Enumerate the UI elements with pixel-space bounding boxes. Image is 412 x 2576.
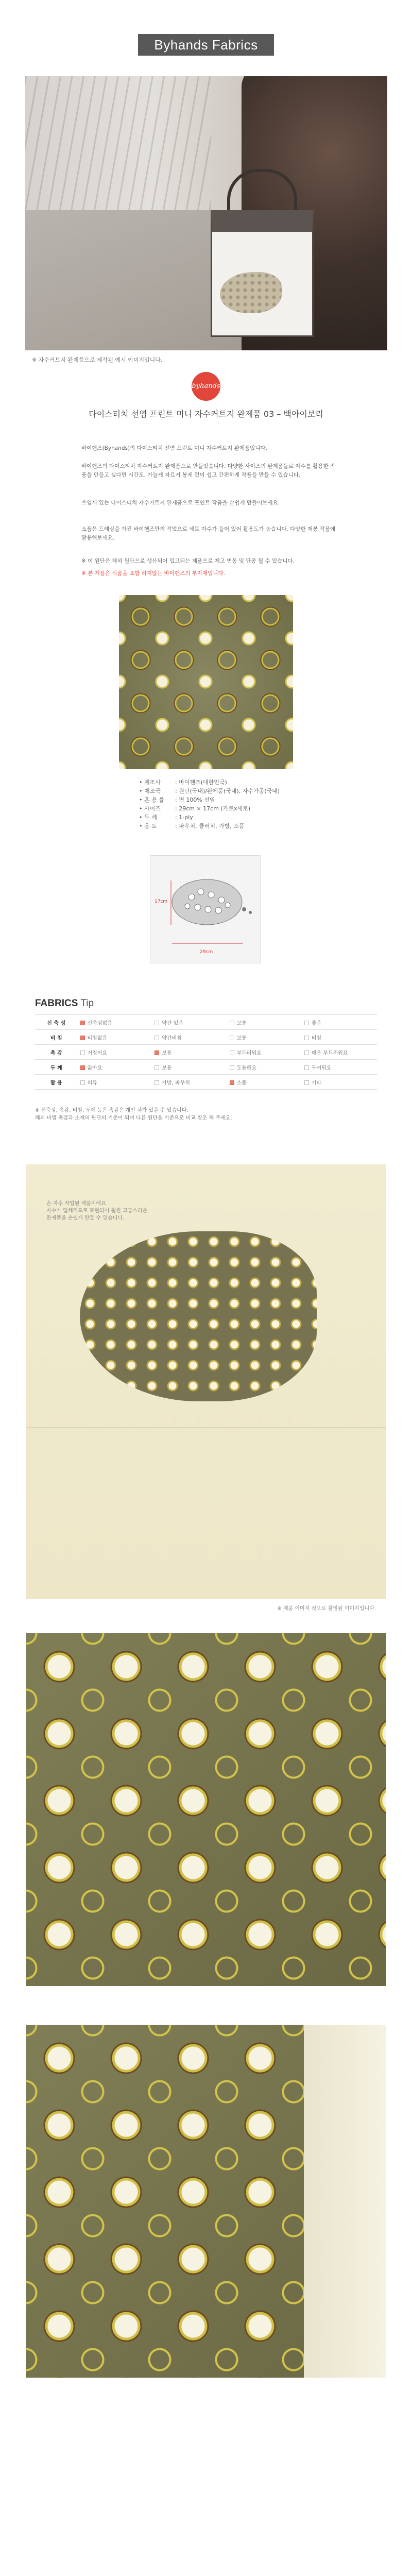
- tip-option-label: 매우 부드러워요: [311, 1050, 348, 1056]
- tip-row-label: 신 축 성: [35, 1015, 78, 1030]
- tip-option-label: 의류: [87, 1080, 97, 1086]
- fabrics-tip-title: [35, 998, 94, 1009]
- header: [0, 0, 412, 67]
- tip-row-sheer: [35, 1030, 377, 1045]
- spec-list: [139, 778, 355, 831]
- checkbox-icon: [154, 1080, 159, 1085]
- tip-row-label: 활 용: [35, 1075, 78, 1090]
- byhands-logo: byhands: [192, 372, 220, 401]
- tip-row-label: 두 께: [35, 1060, 78, 1075]
- brand-name-part2: Fabrics: [208, 37, 258, 53]
- checkbox-icon: [154, 1021, 159, 1025]
- size-diagram-drawing: [150, 856, 261, 964]
- tip-option: [152, 1030, 227, 1045]
- spec-value: : 면 100% 선염: [175, 796, 215, 803]
- tip-option: [228, 1060, 302, 1075]
- tip-option-label: 비침: [311, 1035, 322, 1041]
- fabrics-tip-title-bold: FABRICS: [35, 998, 78, 1009]
- tip-option: [228, 1030, 302, 1045]
- tip-option-label: 약간 있음: [162, 1020, 184, 1026]
- fabrics-tip-title-thin: Tip: [78, 998, 94, 1009]
- hero-caption: ※ 자수커트지 완제품으로 제작된 예시 이미지입니다.: [32, 357, 163, 363]
- tip-option: [152, 1045, 227, 1060]
- product-photo-note: 손 자수 작업된 제품이에요. 자수가 입체적으로 표현되어 훨씬 고급스러운 완제품을 손쉽게 만들 수 있습니다.: [46, 1201, 148, 1221]
- tip-option: [78, 1015, 152, 1030]
- checkbox-icon: [230, 1036, 234, 1040]
- tip-option-label: 얇아요: [87, 1065, 102, 1071]
- spec-key: • 혼 용 률: [139, 796, 164, 803]
- checkbox-icon: [154, 1050, 159, 1055]
- fabrics-tip-table: [35, 1014, 377, 1090]
- spec-key: • 사이즈: [139, 805, 161, 812]
- tip-row-texture: [35, 1045, 377, 1060]
- spec-value: : 원단(국내)/완제품(국내), 자수가공(국내): [175, 788, 280, 794]
- spec-value: : 1-ply: [175, 814, 193, 821]
- tip-option: [78, 1060, 152, 1075]
- tip-option: [302, 1030, 377, 1045]
- tip-option: [228, 1015, 302, 1030]
- checkbox-icon: [80, 1021, 85, 1025]
- tip-note: 해외 비법 촉감과 소재의 판단의 기준이 되며 다른 원단을 기준으로 비교 참조 해 주세요.: [35, 1115, 232, 1121]
- tip-row-thickness: [35, 1060, 377, 1075]
- tip-option: [152, 1075, 227, 1090]
- tip-option-label: 보통: [236, 1035, 247, 1041]
- hero-image: [25, 76, 387, 350]
- tip-option: [228, 1075, 302, 1090]
- tip-option-label: 보통: [162, 1065, 172, 1071]
- tip-option-label: 보통: [236, 1020, 247, 1026]
- checkbox-icon: [80, 1065, 85, 1070]
- tip-row-label: 촉 감: [35, 1045, 78, 1060]
- tip-option-label: 약간비침: [162, 1035, 182, 1041]
- tip-row-label: 비 침: [35, 1030, 78, 1045]
- tip-option: [302, 1075, 377, 1090]
- embroidery-closeup-photo-2: [26, 2025, 386, 2378]
- spec-key: • 제조사: [139, 779, 161, 786]
- checkbox-icon: [80, 1036, 85, 1040]
- brand-logo-box: [138, 34, 274, 56]
- brand-name-part1: Byhands: [154, 37, 209, 53]
- tip-option: [152, 1015, 227, 1030]
- checkbox-icon: [304, 1065, 309, 1070]
- spec-key: • 두 께: [139, 814, 157, 821]
- tip-option: [302, 1015, 377, 1030]
- tip-option-label: 두꺼워요: [311, 1065, 332, 1071]
- tip-option: [78, 1075, 152, 1090]
- spec-value: : 바이핸즈(대한민국): [175, 779, 227, 786]
- tip-option: [302, 1045, 377, 1060]
- checkbox-icon: [154, 1065, 159, 1070]
- tip-option: [302, 1060, 377, 1075]
- product-title: 다이스티치 선염 프린트 미니 자수커트지 완제품 03 – 백아이보리: [89, 409, 323, 419]
- checkbox-icon: [304, 1080, 309, 1085]
- tip-option-label: 신축성없음: [87, 1020, 112, 1026]
- checkbox-icon: [304, 1021, 309, 1025]
- product-photo-caption: ※ 제품 이미지 컷으로 촬영된 이미지입니다.: [277, 1606, 376, 1612]
- product-warning: ※ 본 제품은 식품을 포함 하지않는 바이핸즈의 부자재입니다.: [81, 570, 225, 577]
- product-paragraph-3: 쓰임새 있는 다이스티치 자수커트지 완제품으로 포인트 작품을 손쉽게 만들어보세요.: [81, 500, 280, 506]
- spec-key: • 제조국: [139, 788, 161, 794]
- size-diagram: [150, 855, 261, 963]
- dimension-width-label: 29cm: [200, 950, 213, 955]
- spec-value: : 29cm × 17cm (가로x세로): [175, 805, 251, 812]
- tip-row-usage: [35, 1075, 377, 1090]
- tip-option: [228, 1045, 302, 1060]
- tip-note: ※ 신축성, 촉감, 비침, 두께 등은 촉감은 개인 차가 있을 수 있습니다.: [35, 1108, 188, 1113]
- tip-option-label: 비침없음: [87, 1035, 108, 1041]
- fabrics-tip-notes: [35, 1107, 375, 1122]
- fabric-detail-photo: [119, 595, 293, 769]
- spec-value: : 파우치, 클러치, 가방, 소품: [175, 823, 245, 829]
- product-paragraph-2: 바이핸즈의 다이스티치 자수커트지 완제품으로 만들었습니다. 다양한 사이즈의 완제품들로 자수를 활용한 작품을 만들고 싶다면 시간도, 가늘게 자르거 봉제 없이 쉽고 간편하게 작품을 만들 수 있습니다.: [81, 463, 336, 478]
- product-full-photo: [26, 1164, 386, 1599]
- tip-option: [152, 1060, 227, 1075]
- product-paragraph-1: 바이핸즈(Byhands)의 다이스티치 선염 프린트 미니 자수커트지 완제품입니다.: [81, 445, 267, 451]
- embroidery-closeup-photo-1: [26, 1633, 386, 1986]
- tip-option-label: 가방, 파우치: [162, 1080, 190, 1086]
- tip-option-label: 소품: [236, 1080, 247, 1086]
- tip-option: [78, 1030, 152, 1045]
- checkbox-icon: [230, 1050, 234, 1055]
- checkbox-icon: [230, 1080, 234, 1085]
- tip-option-label: 거칠어요: [87, 1050, 108, 1056]
- tip-option-label: 기타: [311, 1080, 322, 1086]
- tip-row-stretch: [35, 1015, 377, 1030]
- checkbox-icon: [304, 1036, 309, 1040]
- dimension-height-label: 17cm: [154, 899, 168, 904]
- checkbox-icon: [304, 1050, 309, 1055]
- checkbox-icon: [230, 1065, 234, 1070]
- tip-option-label: 부드러워요: [236, 1050, 262, 1056]
- checkbox-icon: [154, 1036, 159, 1040]
- tip-option-label: 도톰해요: [236, 1065, 257, 1071]
- product-paragraph-4: 소품은 드레싱을 가진 바이핸즈만의 작업으로 세트 자수가 들어 있어 활용도가 높습니다. 다양한 재봉 작품에 활용해보세요.: [81, 526, 336, 541]
- product-notice: ※ 이 원단은 해외 원단으로 생산되어 입고되는 제품으로 재고 변동 및 단종 될 수 있습니다.: [81, 558, 295, 564]
- checkbox-icon: [80, 1080, 85, 1085]
- tip-option: [78, 1045, 152, 1060]
- tip-option-label: 좋음: [311, 1020, 322, 1026]
- spec-key: • 용 도: [139, 823, 157, 829]
- checkbox-icon: [230, 1021, 234, 1025]
- tip-option-label: 보통: [162, 1050, 172, 1056]
- checkbox-icon: [80, 1050, 85, 1055]
